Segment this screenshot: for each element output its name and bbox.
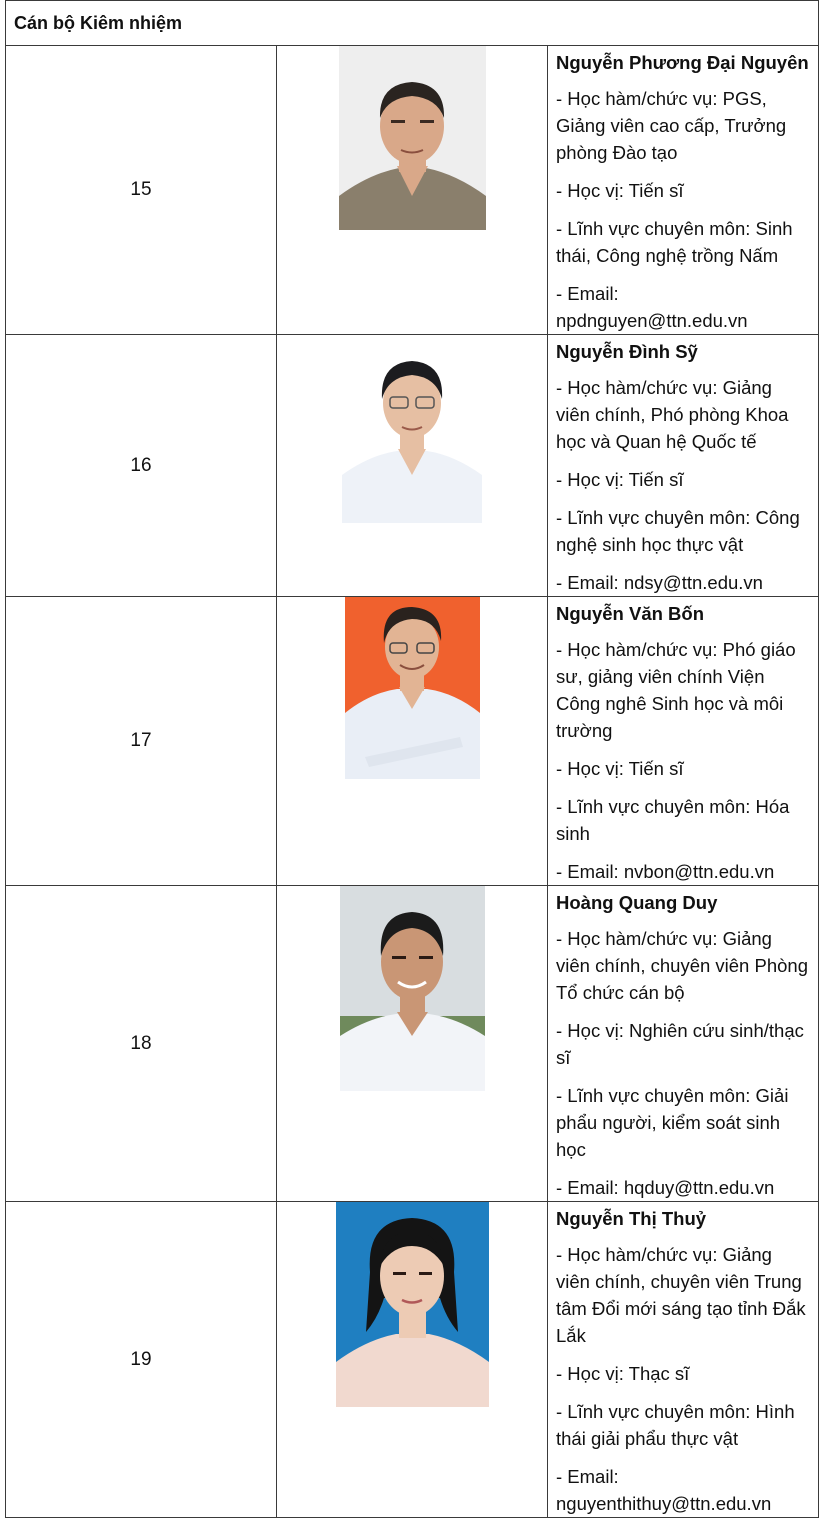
staff-photo bbox=[342, 347, 482, 523]
portrait-male-icon bbox=[345, 597, 480, 779]
staff-photo bbox=[339, 46, 486, 230]
staff-name: Nguyễn Thị Thuỷ bbox=[556, 1208, 707, 1229]
staff-field: - Lĩnh vực chuyên môn: Công nghệ sinh học thực vật bbox=[556, 507, 800, 555]
staff-degree: - Học vị: Tiến sĩ bbox=[556, 758, 684, 779]
staff-title: - Học hàm/chức vụ: PGS, Giảng viên cao cấp, Trưởng phòng Đào tạo bbox=[556, 88, 787, 163]
staff-photo bbox=[336, 1202, 489, 1407]
staff-title: - Học hàm/chức vụ: Giảng viên chính, chuyên viên Trung tâm Đổi mới sáng tạo tỉnh Đắk Lắk bbox=[556, 1244, 806, 1346]
row-number: 15 bbox=[6, 46, 277, 335]
table-row bbox=[6, 1202, 819, 1518]
table-row bbox=[6, 335, 819, 597]
row-number: 18 bbox=[6, 886, 277, 1202]
staff-photo bbox=[345, 597, 480, 779]
staff-email: - Email: nvbon@ttn.edu.vn bbox=[556, 861, 775, 882]
staff-title: - Học hàm/chức vụ: Giảng viên chính, Phó phòng Khoa học và Quan hệ Quốc tế bbox=[556, 377, 789, 452]
portrait-male-icon bbox=[340, 886, 485, 1091]
staff-field: - Lĩnh vực chuyên môn: Hình thái giải phẩu thực vật bbox=[556, 1401, 795, 1449]
table-header: Cán bộ Kiêm nhiệm bbox=[6, 1, 819, 46]
row-number: 19 bbox=[6, 1202, 277, 1518]
row-number: 17 bbox=[6, 597, 277, 886]
portrait-male-icon bbox=[339, 46, 486, 230]
table-row bbox=[6, 597, 819, 886]
staff-field: - Lĩnh vực chuyên môn: Giải phẩu người, kiểm soát sinh học bbox=[556, 1085, 789, 1160]
row-number: 16 bbox=[6, 335, 277, 597]
staff-photo bbox=[340, 886, 485, 1091]
staff-name: Nguyễn Phương Đại Nguyên bbox=[556, 52, 809, 73]
staff-email: - Email: nguyenthithuy@ttn.edu.vn bbox=[556, 1466, 772, 1514]
staff-email: - Email: ndsy@ttn.edu.vn bbox=[556, 572, 763, 593]
staff-email: - Email: hqduy@ttn.edu.vn bbox=[556, 1177, 775, 1198]
portrait-female-icon bbox=[336, 1202, 489, 1407]
staff-field: - Lĩnh vực chuyên môn: Sinh thái, Công nghệ trồng Nấm bbox=[556, 218, 793, 266]
staff-name: Nguyễn Văn Bốn bbox=[556, 603, 705, 624]
staff-degree: - Học vị: Thạc sĩ bbox=[556, 1363, 690, 1384]
portrait-male-icon bbox=[342, 347, 482, 523]
staff-degree: - Học vị: Tiến sĩ bbox=[556, 180, 684, 201]
staff-email: - Email: npdnguyen@ttn.edu.vn bbox=[556, 283, 748, 331]
staff-field: - Lĩnh vực chuyên môn: Hóa sinh bbox=[556, 796, 790, 844]
staff-degree: - Học vị: Nghiên cứu sinh/thạc sĩ bbox=[556, 1020, 804, 1068]
table-row bbox=[6, 886, 819, 1202]
staff-title: - Học hàm/chức vụ: Phó giáo sư, giảng viên chính Viện Công nghê Sinh học và môi trường bbox=[556, 639, 796, 741]
staff-degree: - Học vị: Tiến sĩ bbox=[556, 469, 684, 490]
staff-title: - Học hàm/chức vụ: Giảng viên chính, chuyên viên Phòng Tổ chức cán bộ bbox=[556, 928, 808, 1003]
staff-name: Nguyễn Đình Sỹ bbox=[556, 341, 698, 362]
staff-table bbox=[5, 0, 819, 1518]
table-row bbox=[6, 46, 819, 335]
staff-name: Hoàng Quang Duy bbox=[556, 892, 718, 913]
